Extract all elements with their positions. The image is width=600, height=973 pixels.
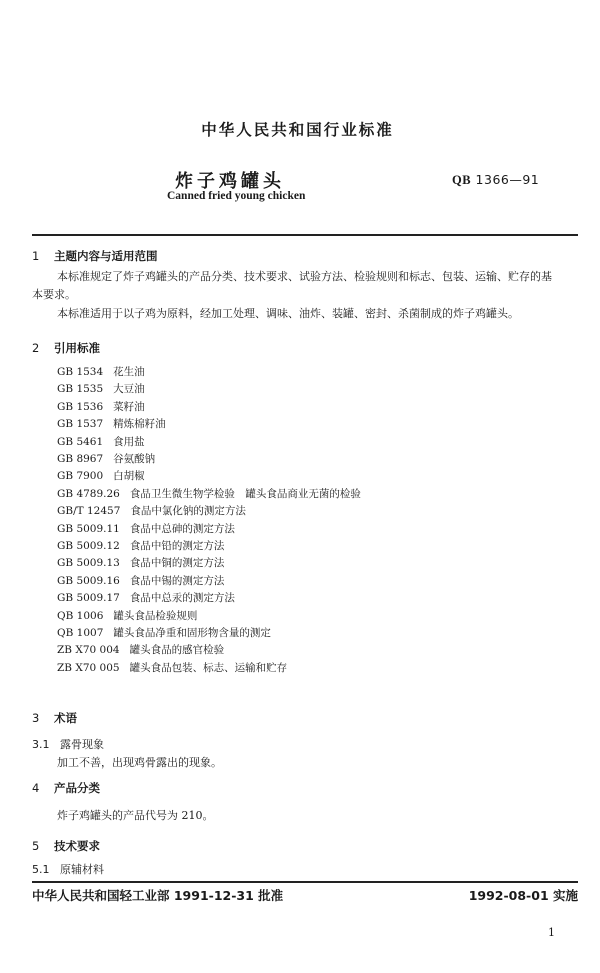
reference-title: 食用盐 [113,435,145,448]
reference-code: GB 5009.12 [57,540,120,552]
reference-title: 食品中总砷的测定方法 [129,522,235,535]
reference-code: GB 5009.13 [57,557,120,570]
english-title: Canned fried young chicken [167,190,306,202]
reference-code: QB 1006 [57,609,104,622]
section-3-1-heading: 3.1 露骨现象 [32,738,104,751]
reference-title: 罐头食品检验规则 [113,609,198,622]
reference-item [57,468,145,483]
document-title: 炸子鸡罐头 [175,171,285,192]
section-1-para1-line1: 本标准规定了炸子鸡罐头的产品分类、技术要求、试验方法、检验规则和标志、包装、运输、贮存的基 [57,270,552,283]
standard-number: 1366—91 [475,172,540,187]
reference-code: GB/T 12457 [57,505,121,518]
issuing-organization: 中华人民共和国行业标准 [201,121,394,139]
reference-code: GB 5009.16 [57,574,120,587]
reference-title: 食品中铜的测定方法 [129,557,225,570]
reference-item [57,434,145,449]
section-1-heading: 1 主题内容与适用范围 [32,249,158,263]
approval-date: 中华人民共和国轻工业部 1991-12-31 批准 [32,888,284,903]
section-5-1-heading: 5.1 原辅材料 [32,863,104,876]
reference-title: 食品卫生微生物学检验 罐头食品商业无菌的检验 [129,487,361,500]
reference-code: ZB X70 005 [57,661,120,674]
standard-code [452,172,539,188]
reference-item [57,521,235,536]
reference-code: QB 1007 [57,627,104,639]
reference-code: GB 4789.26 [57,487,120,500]
reference-item [57,451,155,466]
reference-code: GB 5009.11 [57,522,120,535]
reference-code: GB 7900 [57,470,104,483]
reference-code: GB 5461 [57,435,104,448]
reference-title: 菜籽油 [113,400,145,413]
section-4-text: 炸子鸡罐头的产品代号为 210。 [57,809,214,822]
reference-item [57,503,246,518]
reference-code: GB 5009.17 [57,592,120,605]
reference-code: GB 1536 [57,400,104,413]
reference-code: GB 1537 [57,418,104,431]
section-1-para2: 本标准适用于以子鸡为原料，经加工处理、调味、油炸、装罐、密封、杀菌制成的炸子鸡罐头。 [57,307,519,320]
section-4-heading: 4 产品分类 [32,781,100,795]
reference-title: 大豆油 [113,383,145,396]
reference-code: GB 1534 [57,366,104,378]
section-3-1-text: 加工不善，出现鸡骨露出的现象。 [57,756,222,769]
reference-code: GB 8967 [57,453,104,465]
page-number: 1 [548,926,555,939]
reference-title: 食品中铅的测定方法 [129,540,225,552]
reference-item [57,590,235,605]
reference-item [57,538,224,553]
reference-title: 食品中总汞的测定方法 [129,592,235,605]
reference-title: 罐头食品的感官检验 [129,644,225,657]
reference-item [57,486,361,501]
implementation-date: 1992-08-01 实施 [468,888,578,903]
reference-title: 白胡椒 [113,470,145,483]
reference-title: 罐头食品净重和固形物含量的测定 [113,627,271,639]
reference-item [57,625,271,640]
reference-title: 花生油 [113,366,145,378]
section-5-heading: 5 技术要求 [32,839,100,853]
reference-item [57,608,197,623]
reference-code: ZB X70 004 [57,644,120,657]
reference-code: GB 1535 [57,383,104,396]
reference-title: 食品中氯化钠的测定方法 [130,505,246,518]
standard-prefix: QB [452,173,472,187]
reference-item [57,573,224,588]
reference-item [57,660,287,675]
section-3-heading: 3 术语 [32,711,77,725]
reference-item [57,364,145,379]
reference-item [57,399,145,414]
reference-title: 罐头食品包装、标志、运输和贮存 [129,661,288,674]
reference-item [57,555,224,570]
section-1-para1-line2: 本要求。 [32,288,76,301]
reference-title: 精炼棉籽油 [113,418,166,431]
reference-title: 食品中锡的测定方法 [129,574,225,587]
footer-divider [32,881,578,883]
section-2-heading: 2 引用标准 [32,341,100,355]
reference-title: 谷氨酸钠 [113,453,156,465]
reference-item [57,381,145,396]
header-divider [32,234,578,236]
reference-item [57,642,224,657]
reference-item [57,416,166,431]
